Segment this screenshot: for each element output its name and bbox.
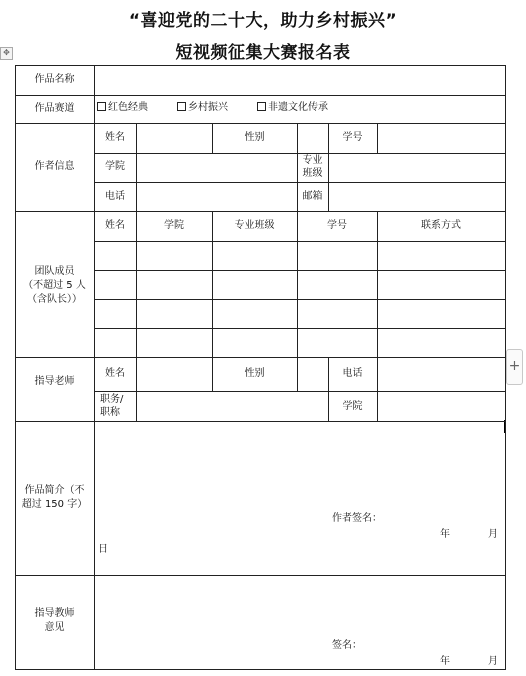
add-row-icon[interactable]: + bbox=[506, 349, 523, 385]
intro-label-2: 超过 150 字） bbox=[21, 499, 88, 510]
author-major-label-2: 班级 bbox=[302, 168, 323, 179]
author-id-label: 学号 bbox=[342, 132, 363, 143]
advisor-position-label-1: 职务/ bbox=[100, 394, 124, 405]
advisor-gender-field[interactable] bbox=[299, 360, 327, 390]
intro-label-1: 作品简介（不 bbox=[24, 485, 85, 496]
team-contact-header: 联系方式 bbox=[421, 220, 461, 231]
advisor-sign-month: 月 bbox=[488, 656, 498, 667]
team-member-row[interactable] bbox=[96, 243, 504, 269]
advisor-opinion-textarea[interactable] bbox=[96, 577, 504, 635]
author-college-field[interactable] bbox=[138, 155, 296, 181]
author-signature-label: 作者签名： bbox=[332, 513, 382, 524]
advisor-label: 指导老师 bbox=[34, 376, 75, 387]
advisor-signature-label: 签名： bbox=[332, 640, 362, 651]
author-sign-day: 日 bbox=[98, 544, 108, 555]
author-phone-label: 电话 bbox=[105, 191, 125, 202]
advisor-college-label: 学院 bbox=[342, 401, 363, 412]
author-phone-field[interactable] bbox=[138, 184, 296, 210]
team-label-3: （含队长）） bbox=[27, 294, 82, 305]
author-gender-field[interactable] bbox=[299, 125, 327, 152]
category-option-rural[interactable]: 乡村振兴 bbox=[177, 102, 228, 114]
checkbox-icon bbox=[97, 102, 106, 111]
author-name-label: 姓名 bbox=[105, 132, 125, 143]
advisor-phone-field[interactable] bbox=[379, 360, 504, 390]
author-major-field[interactable] bbox=[330, 155, 504, 181]
category-label: 作品赛道 bbox=[34, 103, 75, 114]
author-info-label: 作者信息 bbox=[34, 161, 75, 172]
author-email-field[interactable] bbox=[330, 184, 504, 210]
form-title-line2: 短视频征集大赛报名表 bbox=[175, 43, 351, 63]
work-name-label: 作品名称 bbox=[34, 74, 75, 85]
advisor-phone-label: 电话 bbox=[342, 368, 363, 379]
team-name-header: 姓名 bbox=[105, 220, 125, 231]
author-college-label: 学院 bbox=[105, 161, 125, 172]
team-label-1: 团队成员 bbox=[34, 266, 75, 277]
advisor-sign-year: 年 bbox=[440, 656, 450, 667]
team-label-2: （不超过 5 人 bbox=[23, 280, 86, 291]
advisor-position-field[interactable] bbox=[138, 393, 327, 420]
team-id-header: 学号 bbox=[327, 220, 347, 231]
author-sign-month: 月 bbox=[488, 529, 498, 540]
form-title-line1: “喜迎党的二十大，助力乡村振兴” bbox=[128, 11, 398, 31]
checkbox-icon bbox=[257, 102, 266, 111]
checkbox-icon bbox=[177, 102, 186, 111]
author-name-field[interactable] bbox=[138, 125, 211, 152]
team-college-header: 学院 bbox=[164, 220, 184, 231]
advisor-position-label-2: 职称 bbox=[100, 407, 120, 418]
author-id-field[interactable] bbox=[379, 125, 504, 152]
team-member-row[interactable] bbox=[96, 301, 504, 327]
category-option-heritage[interactable]: 非遗文化传承 bbox=[257, 102, 328, 114]
advisor-gender-label: 性别 bbox=[244, 368, 265, 379]
category-option-red[interactable]: 红色经典 bbox=[97, 102, 148, 114]
author-major-label-1: 专业 bbox=[302, 155, 323, 166]
advisor-name-field[interactable] bbox=[138, 360, 211, 390]
team-member-row[interactable] bbox=[96, 330, 504, 356]
intro-textarea[interactable] bbox=[96, 423, 504, 511]
team-member-row[interactable] bbox=[96, 272, 504, 298]
author-gender-label: 性别 bbox=[244, 132, 265, 143]
work-name-field[interactable] bbox=[96, 67, 504, 94]
author-sign-year: 年 bbox=[440, 529, 450, 540]
opinion-label-2: 意见 bbox=[44, 622, 65, 633]
advisor-college-field[interactable] bbox=[379, 393, 504, 420]
author-email-label: 邮箱 bbox=[302, 191, 323, 202]
advisor-name-label: 姓名 bbox=[105, 368, 125, 379]
team-major-header: 专业班级 bbox=[234, 220, 275, 231]
move-icon[interactable]: ✥ bbox=[0, 47, 13, 60]
opinion-label-1: 指导教师 bbox=[34, 608, 75, 619]
